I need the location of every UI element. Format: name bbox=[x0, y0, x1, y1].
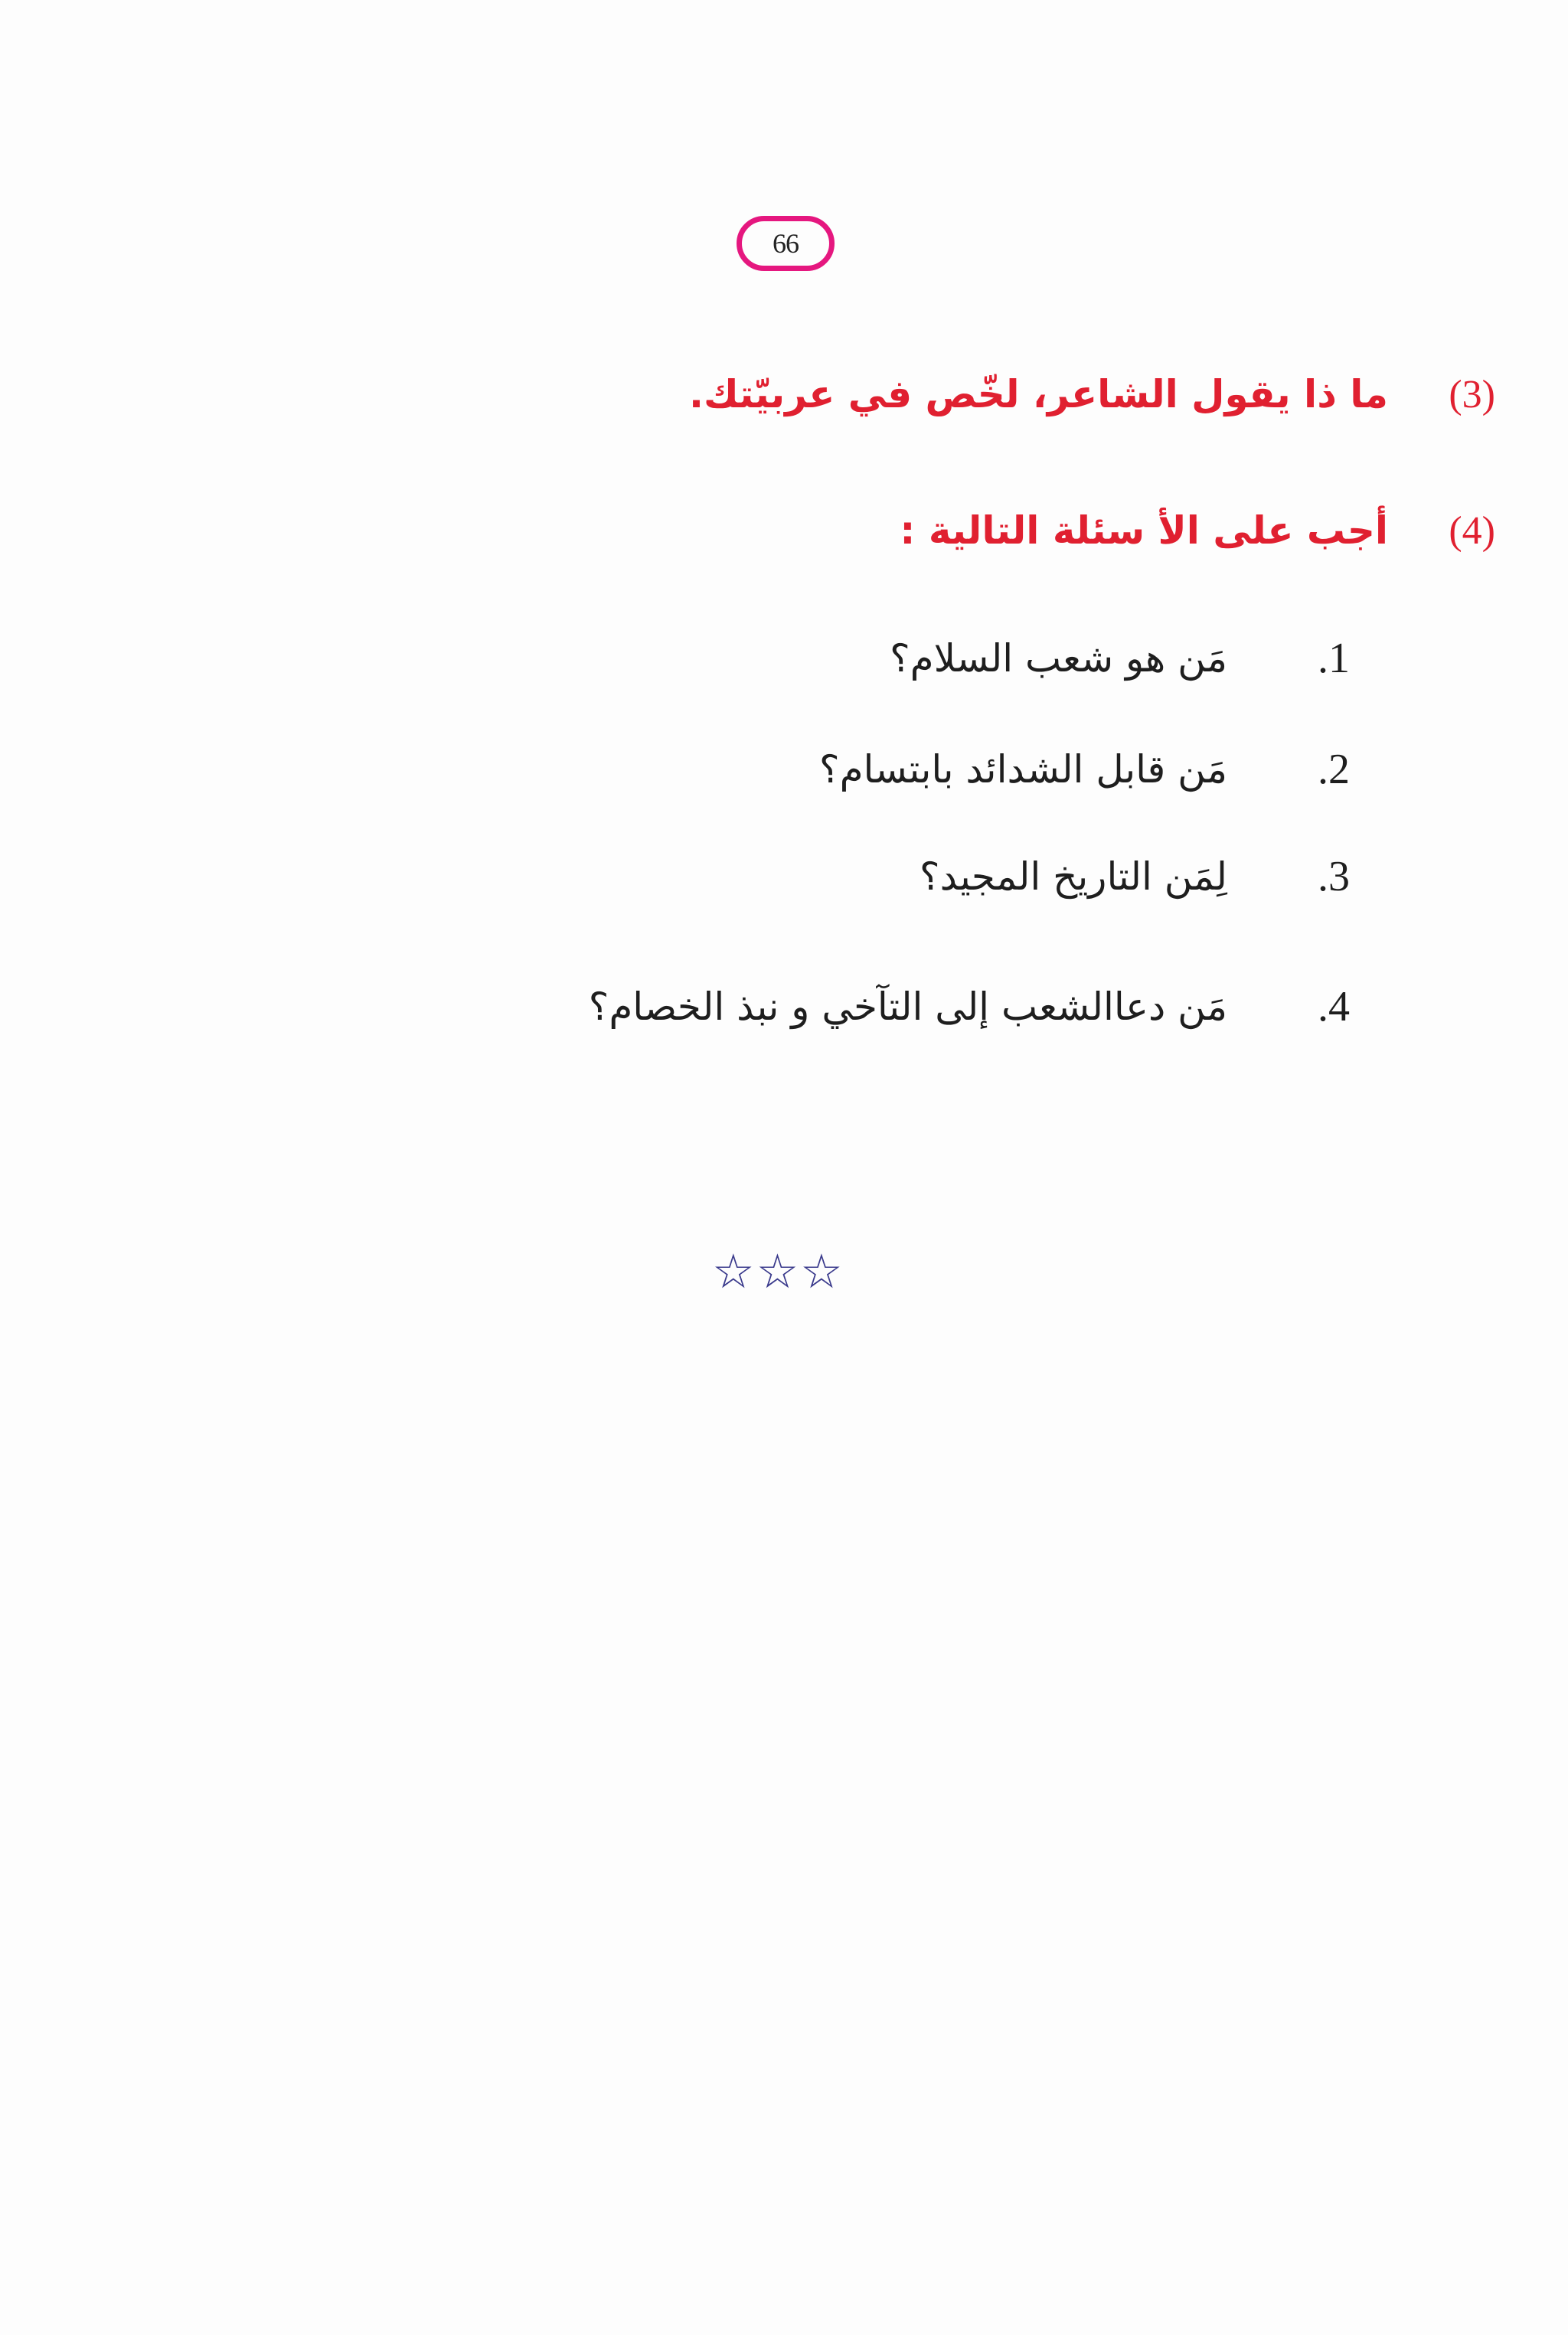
star-icon: ☆☆☆ bbox=[712, 1243, 844, 1299]
page-number bbox=[737, 216, 835, 271]
question-text: أجب على الأ سئلة التالية : bbox=[900, 508, 1388, 553]
question-4 bbox=[900, 496, 1495, 565]
sub-question-1 bbox=[890, 624, 1350, 693]
sub-question-number: 2. bbox=[1318, 746, 1350, 793]
sub-question-text: مَن دعاالشعب إلى التآخي و نبذ الخصام؟ bbox=[588, 985, 1227, 1029]
sub-question-2 bbox=[819, 735, 1350, 804]
sub-question-text: مَن قابل الشدائد بابتسام؟ bbox=[819, 747, 1227, 792]
question-number: (4) bbox=[1449, 508, 1495, 553]
question-3 bbox=[689, 360, 1495, 429]
sub-question-number: 4. bbox=[1318, 983, 1350, 1030]
sub-question-number: 3. bbox=[1318, 853, 1350, 900]
sub-question-4 bbox=[589, 972, 1350, 1041]
star-ornament bbox=[712, 1240, 844, 1301]
sub-question-text: مَن هو شعب السلام؟ bbox=[890, 636, 1227, 681]
sub-question-number: 1. bbox=[1318, 635, 1350, 682]
page-number-value: 66 bbox=[773, 228, 799, 259]
question-number: (3) bbox=[1449, 372, 1495, 416]
sub-question-text: لِمَن التاريخ المجيد؟ bbox=[920, 854, 1227, 899]
question-text: ما ذا يقول الشاعر، لخّص في عربيّتك. bbox=[688, 372, 1388, 416]
sub-question-3 bbox=[920, 842, 1350, 911]
